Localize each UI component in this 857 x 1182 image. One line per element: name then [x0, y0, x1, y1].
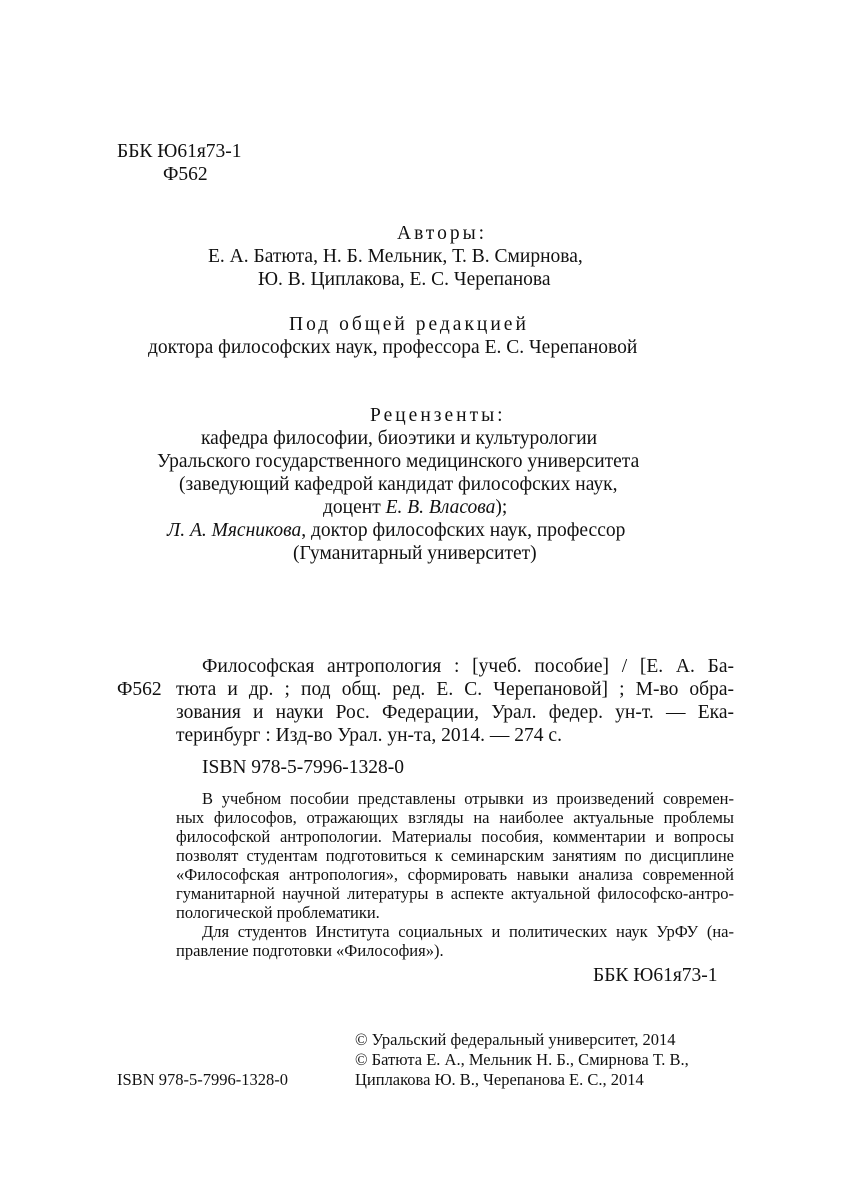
annotation-line-8: Для студентов Института социальных и политических наук УрФУ (на-	[202, 922, 734, 941]
annotation-line-9: правление подготовки «Философия»).	[176, 941, 444, 960]
authors-line-2: Ю. В. Циплакова, Е. С. Черепанова	[258, 269, 551, 290]
catalog-isbn: ISBN 978-5-7996-1328-0	[202, 757, 405, 778]
bbk-code-header: ББК Ю61я73-1	[117, 141, 242, 162]
authors-heading: Авторы:	[397, 223, 488, 244]
catalog-line-4: теринбург : Изд-во Урал. ун-та, 2014. — 274 с.	[176, 725, 562, 746]
annotation-line-2: ных философов, отражающих взгляды на наиболее актуальные проблемы	[176, 808, 734, 827]
footer-isbn: ISBN 978-5-7996-1328-0	[117, 1070, 288, 1089]
annotation-bbk: ББК Ю61я73-1	[593, 965, 718, 986]
reviewer-name-myasnikova: Л. А. Мясникова	[167, 520, 302, 541]
author-sign-header: Ф562	[163, 164, 208, 185]
editor-line: доктора философских наук, профессора Е. С. Черепановой	[148, 337, 638, 358]
reviewers-line-1: кафедра философии, биоэтики и культурологии	[201, 428, 598, 449]
reviewers-line-2: Уральского государственного медицинского университета	[157, 451, 640, 472]
catalog-line-1: Философская антропология : [учеб. пособие] / [Е. А. Ба-	[202, 656, 734, 677]
catalog-code: Ф562	[117, 679, 162, 700]
reviewers-line-6: (Гуманитарный университет)	[293, 543, 537, 564]
reviewers-heading: Рецензенты:	[370, 405, 506, 426]
annotation-line-5: «Философская антропология», сформировать навыки анализа современной	[176, 865, 734, 884]
reviewers-line-5: Л. А. Мясникова, доктор философских наук, профессор	[167, 520, 626, 541]
catalog-line-2: тюта и др. ; под общ. ред. Е. С. Черепановой] ; М-во обра-	[176, 679, 734, 700]
copyright-university: © Уральский федеральный университет, 2014	[355, 1030, 676, 1049]
annotation-line-6: гуманитарной научной литературы в аспекте актуальной философско-антро-	[176, 884, 734, 903]
annotation-line-1: В учебном пособии представлены отрывки из произведений современ-	[202, 789, 734, 808]
annotation-line-3: философской антропологии. Материалы пособия, комментарии и вопросы	[176, 827, 734, 846]
annotation-line-4: позволят студентам подготовиться к семинарским занятиям по дисциплине	[176, 846, 734, 865]
reviewer-name-vlasova: Е. В. Власова	[385, 497, 496, 518]
authors-line-1: Е. А. Батюта, Н. Б. Мельник, Т. В. Смирнова,	[208, 246, 583, 267]
reviewers-line-4: доцент Е. В. Власова);	[323, 497, 508, 518]
editor-heading: Под общей редакцией	[289, 314, 529, 335]
copyright-authors-1: © Батюта Е. А., Мельник Н. Б., Смирнова Т. В.,	[355, 1050, 689, 1069]
reviewers-line-3: (заведующий кафедрой кандидат философских наук,	[179, 474, 618, 495]
annotation-line-7: пологической проблематики.	[176, 903, 380, 922]
catalog-line-3: зования и науки Рос. Федерации, Урал. федер. ун-т. — Ека-	[176, 702, 734, 723]
copyright-authors-2: Циплакова Ю. В., Черепанова Е. С., 2014	[355, 1070, 644, 1089]
